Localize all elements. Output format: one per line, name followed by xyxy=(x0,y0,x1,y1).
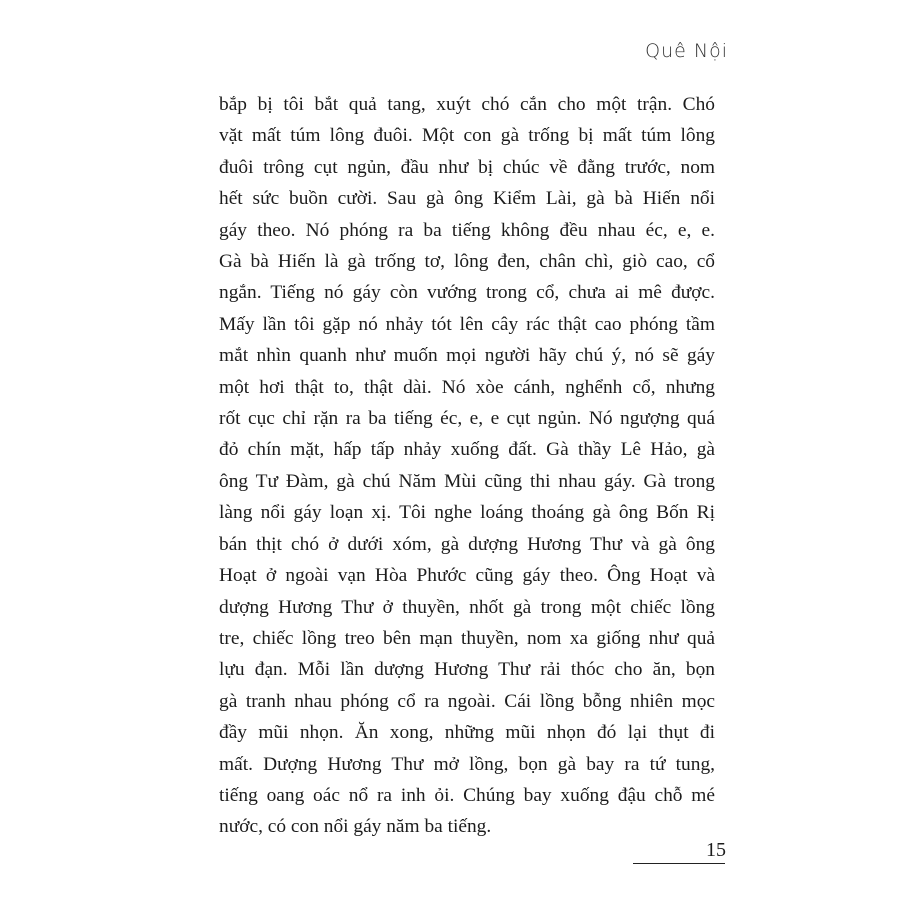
text-line: mắt nhìn quanh như muốn mọi người hãy chú ý, nó sẽ gáy xyxy=(219,345,715,367)
running-header-title: Quê Nội xyxy=(645,40,728,62)
text-line: Mấy lần tôi gặp nó nhảy tót lên cây rác thật cao phóng tầm xyxy=(219,313,715,335)
text-line: bắp bị tôi bắt quả tang, xuýt chó cắn cho một trận. Chó xyxy=(219,94,715,115)
page-number: 15 xyxy=(706,839,726,861)
text-line: ông Tư Đàm, gà chú Năm Mùi cũng thi nhau gáy. Gà trong xyxy=(219,470,715,492)
text-line: mất. Dượng Hương Thư mở lồng, bọn gà bay ra tứ tung, xyxy=(219,753,715,775)
text-line: một hơi thật to, thật dài. Nó xòe cánh, nghểnh cổ, nhưng xyxy=(219,376,715,398)
text-line: đỏ chín mặt, hấp tấp nhảy xuống đất. Gà thầy Lê Hảo, gà xyxy=(219,439,715,461)
text-line: hết sức buồn cười. Sau gà ông Kiểm Lài, gà bà Hiến nổi xyxy=(219,188,715,210)
body-paragraph xyxy=(219,89,715,843)
text-line: Hoạt ở ngoài vạn Hòa Phước cũng gáy theo. Ông Hoạt và xyxy=(219,565,715,587)
text-line: ngắn. Tiếng nó gáy còn vướng trong cổ, chưa ai mê được. xyxy=(219,282,715,304)
text-line: gáy theo. Nó phóng ra ba tiếng không đều nhau éc, e, e. xyxy=(219,219,715,241)
text-line: đầy mũi nhọn. Ăn xong, những mũi nhọn đó lại thụt đi xyxy=(219,722,715,744)
footer-rule xyxy=(633,863,725,864)
text-line: tre, chiếc lồng treo bên mạn thuyền, nom xa giống như quả xyxy=(219,627,715,649)
text-line: rốt cục chỉ rặn ra ba tiếng éc, e, e cụt ngủn. Nó ngượng quá xyxy=(219,408,715,430)
text-line: gà tranh nhau phóng cổ ra ngoài. Cái lồng bỗng nhiên mọc xyxy=(219,690,715,712)
text-line: làng nổi gáy loạn xị. Tôi nghe loáng thoáng gà ông Bốn Rị xyxy=(219,502,715,524)
text-line: vặt mất túm lông đuôi. Một con gà trống bị mất túm lông xyxy=(219,125,715,147)
text-line: lựu đạn. Mỗi lần dượng Hương Thư rải thóc cho ăn, bọn xyxy=(219,659,715,681)
text-line: nước, có con nổi gáy năm ba tiếng. xyxy=(219,816,492,838)
text-line: dượng Hương Thư ở thuyền, nhốt gà trong một chiếc lồng xyxy=(219,596,715,618)
text-line: đuôi trông cụt ngủn, đầu như bị chúc về đằng trước, nom xyxy=(219,156,715,178)
text-line: bán thịt chó ở dưới xóm, gà dượng Hương Thư và gà ông xyxy=(219,533,715,555)
text-line: tiếng oang oác nổ ra inh ỏi. Chúng bay xuống đậu chỗ mé xyxy=(219,784,715,806)
text-line: Gà bà Hiến là gà trống tơ, lông đen, chân chì, giò cao, cổ xyxy=(219,251,715,273)
